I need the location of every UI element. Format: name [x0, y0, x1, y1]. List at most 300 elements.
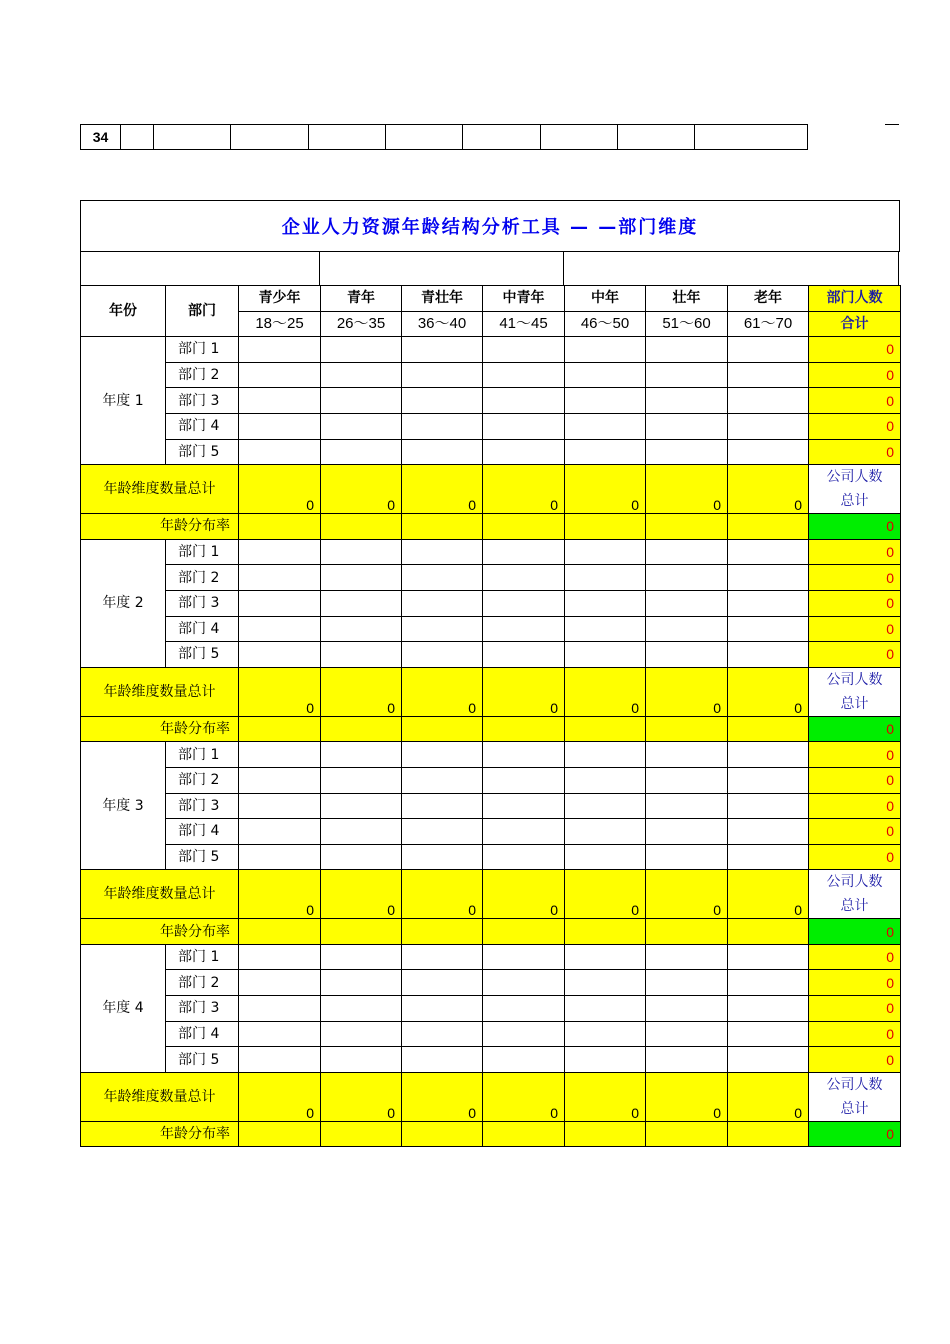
age-rate-cell — [728, 919, 809, 945]
age-rate-cell — [646, 716, 728, 742]
age-total-value: 0 — [728, 465, 809, 514]
company-total-label-line2: 总计 — [840, 1100, 869, 1117]
age-count-cell[interactable] — [728, 793, 809, 819]
age-rate-row — [81, 1121, 901, 1147]
department-name: 部门 2 — [166, 767, 239, 793]
age-count-cell[interactable] — [402, 944, 483, 970]
department-row — [81, 767, 901, 793]
age-count-cell[interactable] — [728, 616, 809, 642]
year-column-header: 年份 — [81, 286, 166, 337]
age-count-cell[interactable] — [646, 742, 728, 768]
dept-total-header-2: 合计 — [809, 311, 901, 337]
age-count-cell[interactable] — [728, 767, 809, 793]
age-count-cell[interactable] — [483, 616, 565, 642]
age-count-cell[interactable] — [321, 413, 402, 439]
age-count-cell[interactable] — [321, 742, 402, 768]
age-total-value: 0 — [402, 1072, 483, 1121]
department-name: 部门 3 — [166, 388, 239, 414]
department-row — [81, 539, 901, 565]
department-row — [81, 616, 901, 642]
age-total-value: 0 — [728, 870, 809, 919]
company-total-value: 0 — [809, 716, 901, 742]
age-rate-cell — [321, 919, 402, 945]
age-totals-row — [81, 1072, 901, 1121]
department-name: 部门 4 — [166, 616, 239, 642]
age-range-header: 51～60 — [646, 311, 728, 337]
company-total-label — [809, 1072, 901, 1121]
age-count-cell[interactable] — [565, 1047, 646, 1073]
age-count-cell[interactable] — [321, 565, 402, 591]
age-rate-row — [81, 716, 901, 742]
separator-line — [563, 251, 564, 285]
age-count-cell[interactable] — [565, 616, 646, 642]
age-group-header: 青壮年 — [402, 286, 483, 312]
age-count-cell[interactable] — [728, 1021, 809, 1047]
age-count-cell[interactable] — [402, 642, 483, 668]
age-count-cell[interactable] — [483, 767, 565, 793]
age-count-cell[interactable] — [239, 1021, 321, 1047]
age-range-header: 61～70 — [728, 311, 809, 337]
department-name: 部门 5 — [166, 642, 239, 668]
age-count-cell[interactable] — [402, 590, 483, 616]
age-count-cell[interactable] — [402, 844, 483, 870]
age-count-cell[interactable] — [321, 337, 402, 363]
separator-line — [80, 251, 81, 285]
age-count-cell[interactable] — [646, 337, 728, 363]
company-total-label-line2: 总计 — [840, 493, 869, 510]
age-count-cell[interactable] — [483, 844, 565, 870]
department-name: 部门 1 — [166, 944, 239, 970]
age-count-cell[interactable] — [646, 539, 728, 565]
age-count-cell[interactable] — [239, 844, 321, 870]
age-count-cell[interactable] — [483, 413, 565, 439]
department-row — [81, 590, 901, 616]
age-rate-cell — [239, 716, 321, 742]
age-count-cell[interactable] — [321, 970, 402, 996]
department-row — [81, 337, 901, 363]
age-count-cell[interactable] — [646, 767, 728, 793]
age-rate-cell — [565, 919, 646, 945]
age-count-cell[interactable] — [321, 642, 402, 668]
department-row — [81, 844, 901, 870]
age-count-cell[interactable] — [646, 996, 728, 1022]
age-total-value: 0 — [646, 465, 728, 514]
age-count-cell[interactable] — [565, 565, 646, 591]
department-total: 0 — [809, 362, 901, 388]
strip-cell — [695, 125, 808, 150]
strip-cell — [121, 125, 154, 150]
age-totals-label: 年龄维度数量总计 — [81, 1072, 239, 1121]
age-count-cell[interactable] — [728, 844, 809, 870]
department-total: 0 — [809, 1047, 901, 1073]
age-count-cell[interactable] — [239, 413, 321, 439]
separator-line — [898, 251, 899, 285]
age-count-cell[interactable] — [483, 793, 565, 819]
strip-cell — [309, 125, 386, 150]
age-rate-cell — [483, 716, 565, 742]
age-count-cell[interactable] — [646, 388, 728, 414]
age-count-cell[interactable] — [483, 337, 565, 363]
age-count-cell[interactable] — [239, 439, 321, 465]
age-count-cell[interactable] — [728, 819, 809, 845]
age-group-header: 青年 — [321, 286, 402, 312]
age-count-cell[interactable] — [239, 337, 321, 363]
age-count-cell[interactable] — [646, 642, 728, 668]
department-row — [81, 439, 901, 465]
age-rate-cell — [321, 514, 402, 540]
age-totals-row — [81, 465, 901, 514]
age-rate-cell — [239, 1121, 321, 1147]
age-count-cell[interactable] — [646, 439, 728, 465]
age-count-cell[interactable] — [321, 590, 402, 616]
age-count-cell[interactable] — [483, 819, 565, 845]
age-total-value: 0 — [321, 667, 402, 716]
age-count-cell[interactable] — [402, 767, 483, 793]
strip-cell — [541, 125, 618, 150]
age-count-cell[interactable] — [321, 944, 402, 970]
company-total-label-line1: 公司人数 — [826, 1076, 883, 1093]
age-count-cell[interactable] — [565, 539, 646, 565]
age-count-cell[interactable] — [239, 642, 321, 668]
age-count-cell[interactable] — [646, 844, 728, 870]
age-count-cell[interactable] — [239, 767, 321, 793]
age-count-cell[interactable] — [646, 590, 728, 616]
age-count-cell[interactable] — [483, 590, 565, 616]
page-number: 34 — [81, 125, 121, 150]
age-count-cell[interactable] — [483, 439, 565, 465]
age-totals-label: 年龄维度数量总计 — [81, 465, 239, 514]
age-total-value: 0 — [728, 667, 809, 716]
age-total-value: 0 — [239, 1072, 321, 1121]
age-rate-cell — [239, 514, 321, 540]
department-name: 部门 5 — [166, 844, 239, 870]
age-count-cell[interactable] — [728, 337, 809, 363]
age-count-cell[interactable] — [402, 413, 483, 439]
department-total: 0 — [809, 944, 901, 970]
age-count-cell[interactable] — [728, 1047, 809, 1073]
age-count-cell[interactable] — [565, 337, 646, 363]
age-count-cell[interactable] — [239, 970, 321, 996]
age-total-value: 0 — [239, 870, 321, 919]
age-count-cell[interactable] — [646, 616, 728, 642]
department-total: 0 — [809, 819, 901, 845]
age-count-cell[interactable] — [728, 590, 809, 616]
age-count-cell[interactable] — [728, 539, 809, 565]
age-count-cell[interactable] — [402, 996, 483, 1022]
age-count-cell[interactable] — [646, 1021, 728, 1047]
age-count-cell[interactable] — [483, 1021, 565, 1047]
age-count-cell[interactable] — [483, 944, 565, 970]
age-count-cell[interactable] — [565, 590, 646, 616]
department-row — [81, 642, 901, 668]
department-name: 部门 1 — [166, 539, 239, 565]
age-total-value: 0 — [321, 1072, 402, 1121]
age-range-header: 18～25 — [239, 311, 321, 337]
age-total-value: 0 — [646, 870, 728, 919]
department-total: 0 — [809, 996, 901, 1022]
department-name: 部门 1 — [166, 337, 239, 363]
age-count-cell[interactable] — [239, 590, 321, 616]
age-rate-cell — [402, 716, 483, 742]
age-total-value: 0 — [239, 465, 321, 514]
department-row — [81, 1021, 901, 1047]
department-row — [81, 742, 901, 768]
age-count-cell[interactable] — [239, 944, 321, 970]
age-structure-table — [80, 285, 901, 1147]
department-name: 部门 3 — [166, 793, 239, 819]
department-row — [81, 793, 901, 819]
age-rate-cell — [728, 514, 809, 540]
age-count-cell[interactable] — [321, 362, 402, 388]
age-count-cell[interactable] — [239, 539, 321, 565]
age-count-cell[interactable] — [565, 970, 646, 996]
age-count-cell[interactable] — [239, 616, 321, 642]
strip-cell — [618, 125, 695, 150]
age-total-value: 0 — [321, 465, 402, 514]
dept-total-header: 部门人数 — [809, 286, 901, 312]
age-count-cell[interactable] — [483, 565, 565, 591]
age-count-cell[interactable] — [646, 362, 728, 388]
age-count-cell[interactable] — [321, 539, 402, 565]
company-total-label-line1: 公司人数 — [826, 469, 883, 486]
age-count-cell[interactable] — [728, 642, 809, 668]
age-count-cell[interactable] — [728, 439, 809, 465]
age-count-cell[interactable] — [565, 413, 646, 439]
age-totals-row — [81, 870, 901, 919]
dept-column-header: 部门 — [166, 286, 239, 337]
age-count-cell[interactable] — [565, 1021, 646, 1047]
age-count-cell[interactable] — [483, 970, 565, 996]
company-total-label-line2: 总计 — [840, 898, 869, 915]
company-total-value: 0 — [809, 1121, 901, 1147]
company-total-label-line2: 总计 — [840, 695, 869, 712]
age-group-header: 青少年 — [239, 286, 321, 312]
age-total-value: 0 — [646, 1072, 728, 1121]
strip-cell — [463, 125, 541, 150]
age-rate-cell — [402, 1121, 483, 1147]
age-count-cell[interactable] — [321, 1021, 402, 1047]
age-total-value: 0 — [402, 465, 483, 514]
department-name: 部门 3 — [166, 590, 239, 616]
age-count-cell[interactable] — [565, 767, 646, 793]
department-row — [81, 819, 901, 845]
age-count-cell[interactable] — [565, 793, 646, 819]
department-total: 0 — [809, 413, 901, 439]
age-total-value: 0 — [483, 870, 565, 919]
company-total-value: 0 — [809, 514, 901, 540]
age-count-cell[interactable] — [483, 996, 565, 1022]
age-count-cell[interactable] — [402, 565, 483, 591]
age-total-value: 0 — [483, 465, 565, 514]
age-rate-cell — [483, 1121, 565, 1147]
age-group-header: 中年 — [565, 286, 646, 312]
company-total-label — [809, 667, 901, 716]
department-total: 0 — [809, 767, 901, 793]
age-count-cell[interactable] — [402, 439, 483, 465]
department-total: 0 — [809, 337, 901, 363]
department-name: 部门 3 — [166, 996, 239, 1022]
age-count-cell[interactable] — [239, 996, 321, 1022]
age-count-cell[interactable] — [646, 413, 728, 439]
department-name: 部门 4 — [166, 819, 239, 845]
title-box — [80, 200, 900, 252]
age-count-cell[interactable] — [402, 337, 483, 363]
strip-cell — [154, 125, 231, 150]
department-total: 0 — [809, 742, 901, 768]
age-totals-label: 年龄维度数量总计 — [81, 667, 239, 716]
age-count-cell[interactable] — [239, 819, 321, 845]
age-count-cell[interactable] — [321, 996, 402, 1022]
age-count-cell[interactable] — [321, 1047, 402, 1073]
age-count-cell[interactable] — [728, 362, 809, 388]
age-count-cell[interactable] — [402, 819, 483, 845]
year-label: 年度 1 — [81, 337, 166, 465]
age-count-cell[interactable] — [646, 565, 728, 591]
age-count-cell[interactable] — [646, 793, 728, 819]
department-total: 0 — [809, 793, 901, 819]
department-total: 0 — [809, 565, 901, 591]
age-total-value: 0 — [565, 667, 646, 716]
department-name: 部门 2 — [166, 362, 239, 388]
age-count-cell[interactable] — [565, 388, 646, 414]
age-total-value: 0 — [646, 667, 728, 716]
department-total: 0 — [809, 388, 901, 414]
department-row — [81, 970, 901, 996]
age-count-cell[interactable] — [483, 362, 565, 388]
age-range-header: 46～50 — [565, 311, 646, 337]
year-label: 年度 4 — [81, 944, 166, 1072]
age-count-cell[interactable] — [239, 1047, 321, 1073]
age-rate-cell — [321, 716, 402, 742]
age-count-cell[interactable] — [728, 742, 809, 768]
age-rate-label: 年龄分布率 — [81, 716, 239, 742]
age-totals-row — [81, 667, 901, 716]
age-count-cell[interactable] — [402, 742, 483, 768]
age-count-cell[interactable] — [321, 844, 402, 870]
age-count-cell[interactable] — [728, 388, 809, 414]
age-count-cell[interactable] — [402, 793, 483, 819]
department-name: 部门 4 — [166, 413, 239, 439]
age-count-cell[interactable] — [646, 819, 728, 845]
age-count-cell[interactable] — [321, 767, 402, 793]
age-count-cell[interactable] — [728, 996, 809, 1022]
age-count-cell[interactable] — [565, 439, 646, 465]
age-count-cell[interactable] — [402, 388, 483, 414]
strip-cell — [386, 125, 463, 150]
department-total: 0 — [809, 539, 901, 565]
department-name: 部门 4 — [166, 1021, 239, 1047]
department-row — [81, 388, 901, 414]
age-total-value: 0 — [402, 870, 483, 919]
age-count-cell[interactable] — [402, 362, 483, 388]
age-count-cell[interactable] — [728, 944, 809, 970]
age-count-cell[interactable] — [321, 819, 402, 845]
age-rate-label: 年龄分布率 — [81, 1121, 239, 1147]
age-rate-row — [81, 919, 901, 945]
age-range-header: 26～35 — [321, 311, 402, 337]
strip-cell — [231, 125, 309, 150]
company-total-value: 0 — [809, 919, 901, 945]
department-row — [81, 413, 901, 439]
age-group-header: 老年 — [728, 286, 809, 312]
age-total-value: 0 — [565, 465, 646, 514]
department-total: 0 — [809, 590, 901, 616]
company-total-label-line1: 公司人数 — [826, 671, 883, 688]
age-count-cell[interactable] — [728, 565, 809, 591]
age-range-header: 36～40 — [402, 311, 483, 337]
age-count-cell[interactable] — [402, 1047, 483, 1073]
age-count-cell[interactable] — [483, 742, 565, 768]
age-count-cell[interactable] — [565, 844, 646, 870]
strip-tail-line — [885, 124, 899, 125]
separator-line — [319, 251, 320, 285]
age-count-cell[interactable] — [728, 970, 809, 996]
age-count-cell[interactable] — [483, 539, 565, 565]
company-total-label — [809, 465, 901, 514]
age-count-cell[interactable] — [321, 616, 402, 642]
age-count-cell[interactable] — [239, 742, 321, 768]
department-row — [81, 944, 901, 970]
age-count-cell[interactable] — [483, 388, 565, 414]
header-row — [81, 286, 901, 312]
age-rate-cell — [239, 919, 321, 945]
age-rate-label: 年龄分布率 — [81, 919, 239, 945]
age-count-cell[interactable] — [402, 1021, 483, 1047]
age-count-cell[interactable] — [239, 388, 321, 414]
age-count-cell[interactable] — [239, 793, 321, 819]
department-total: 0 — [809, 844, 901, 870]
age-count-cell[interactable] — [565, 642, 646, 668]
age-count-cell[interactable] — [402, 539, 483, 565]
department-total: 0 — [809, 970, 901, 996]
age-count-cell[interactable] — [565, 362, 646, 388]
age-count-cell[interactable] — [728, 413, 809, 439]
age-count-cell[interactable] — [402, 970, 483, 996]
age-rate-cell — [402, 514, 483, 540]
age-rate-label: 年龄分布率 — [81, 514, 239, 540]
age-count-cell[interactable] — [483, 1047, 565, 1073]
age-count-cell[interactable] — [321, 793, 402, 819]
page-title: 企业人力资源年龄结构分析工具 — —部门维度 — [281, 217, 699, 238]
age-count-cell[interactable] — [646, 970, 728, 996]
age-count-cell[interactable] — [565, 819, 646, 845]
year-label: 年度 2 — [81, 539, 166, 667]
age-count-cell[interactable] — [565, 742, 646, 768]
department-row — [81, 1047, 901, 1073]
age-count-cell[interactable] — [402, 616, 483, 642]
age-count-cell[interactable] — [239, 565, 321, 591]
age-count-cell[interactable] — [565, 944, 646, 970]
company-total-label-line1: 公司人数 — [826, 874, 883, 891]
age-total-value: 0 — [321, 870, 402, 919]
age-rate-cell — [728, 1121, 809, 1147]
age-rate-cell — [565, 716, 646, 742]
age-count-cell[interactable] — [239, 362, 321, 388]
age-count-cell[interactable] — [321, 388, 402, 414]
department-name: 部门 5 — [166, 439, 239, 465]
age-count-cell[interactable] — [646, 944, 728, 970]
age-count-cell[interactable] — [646, 1047, 728, 1073]
age-count-cell[interactable] — [321, 439, 402, 465]
age-rate-cell — [646, 514, 728, 540]
department-row — [81, 565, 901, 591]
age-count-cell[interactable] — [483, 642, 565, 668]
age-rate-cell — [483, 919, 565, 945]
age-count-cell[interactable] — [565, 996, 646, 1022]
age-totals-label: 年龄维度数量总计 — [81, 870, 239, 919]
age-total-value: 0 — [565, 870, 646, 919]
table-body — [81, 286, 901, 1147]
